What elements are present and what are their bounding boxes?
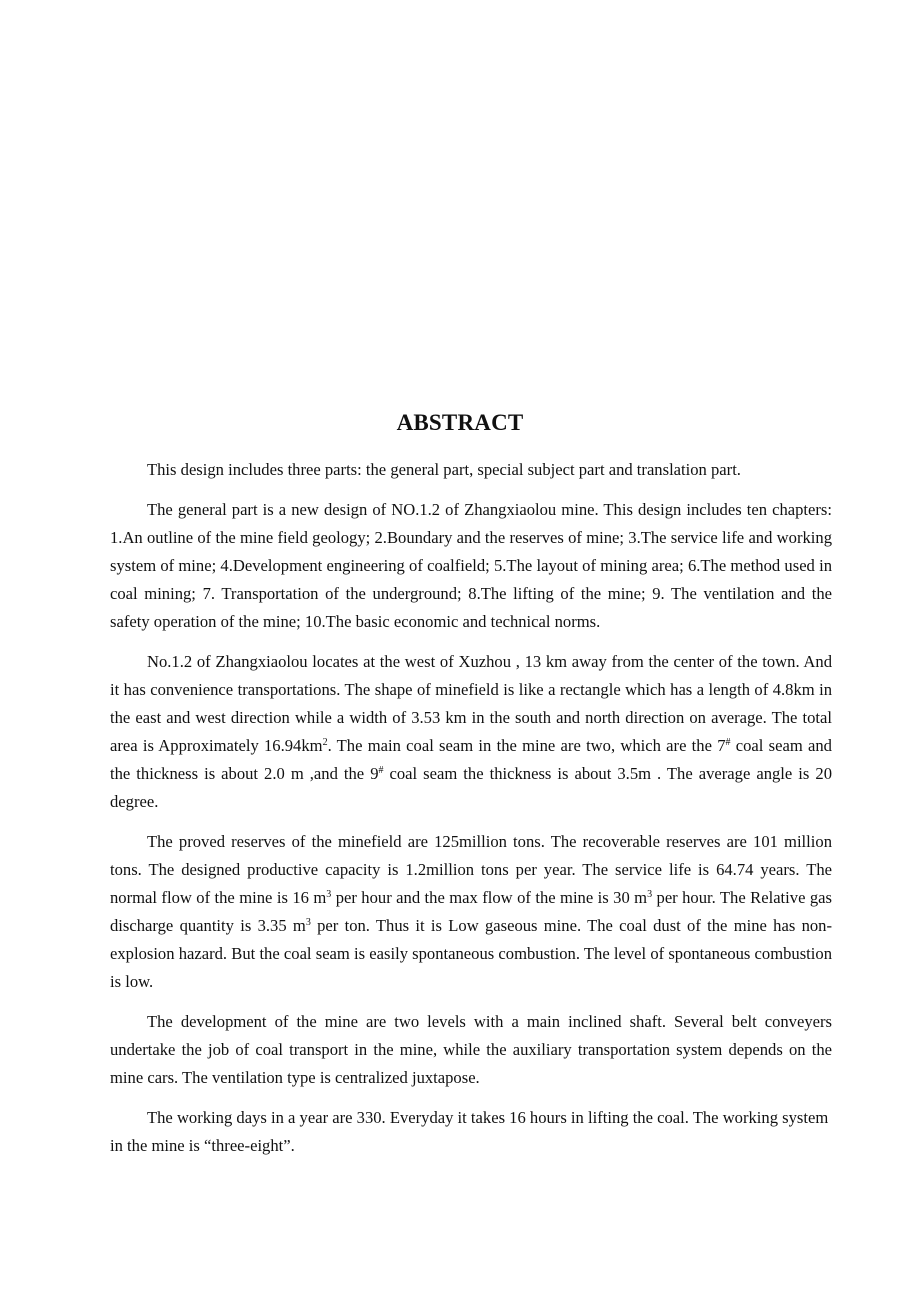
superscript: 3 [326, 889, 332, 901]
text-segment: No.1.2 of Zhangxiaolou locates at the west of Xuzhou , 13 km away from the center of the town. And it has convenience transportations. The shape of minefield is like a rectangle which has a length of 4.8km in the east and west direction while a width of 3.53 km in the south and north direction on average. The total area is Approximately 16.94km [110, 652, 832, 755]
text-segment: coal seam and the thickness is about 2.0 m ,and the 9 [110, 736, 832, 783]
text-segment: per hour and the max flow of the mine is 30 m [331, 888, 648, 907]
abstract-heading: ABSTRACT [396, 410, 524, 435]
paragraph-general-part: The general part is a new design of NO.1.2 of Zhangxiaolou mine. This design includes ten chapters: 1.An outline of the mine field geology; 2.Boundary and the reserves of mine; 3.The service life and working system of mine; 4.Development engineering of coalfield; 5.The layout of mining area; 6.The method used in coal mining; 7. Transportation of the underground; 8.The lifting of the mine; 9. The ventilation and the safety operation of the mine; 10.The basic economic and technical norms. [110, 500, 832, 631]
paragraph-reserves [110, 828, 832, 996]
superscript: # [725, 737, 731, 749]
text-segment: per ton. Thus it is Low gaseous mine. The coal dust of the mine has non-explosion hazard. But the coal seam is easily spontaneous combustion. The level of spontaneous combustion is low. [110, 916, 832, 991]
paragraph-location [110, 648, 832, 816]
superscript: 3 [305, 917, 311, 929]
text-segment: per hour. The Relative gas discharge quantity is 3.35 m [110, 888, 832, 935]
abstract-body [110, 456, 832, 1172]
paragraph-development: The development of the mine are two levels with a main inclined shaft. Several belt conveyers undertake the job of coal transport in the mine, while the auxiliary transportation system depends on the mine cars. The ventilation type is centralized juxtapose. [110, 1012, 832, 1087]
superscript: # [378, 765, 384, 777]
superscript: 3 [647, 889, 653, 901]
paragraph-working-system: The working days in a year are 330. Everyday it takes 16 hours in lifting the coal. The working system in the mine is “three-eight”. [110, 1108, 829, 1155]
text-segment: coal seam the thickness is about 3.5m . The average angle is 20 degree. [110, 764, 832, 811]
superscript: 2 [322, 737, 328, 749]
text-segment: The proved reserves of the minefield are 125million tons. The recoverable reserves are 101 million tons. The designed productive capacity is 1.2million tons per year. The service life is 64.74 years. The normal flow of the mine is 16 m [110, 832, 832, 907]
paragraph-overview: This design includes three parts: the general part, special subject part and translation part. [147, 460, 741, 479]
text-segment: . The main coal seam in the mine are two, which are the 7 [327, 736, 726, 755]
